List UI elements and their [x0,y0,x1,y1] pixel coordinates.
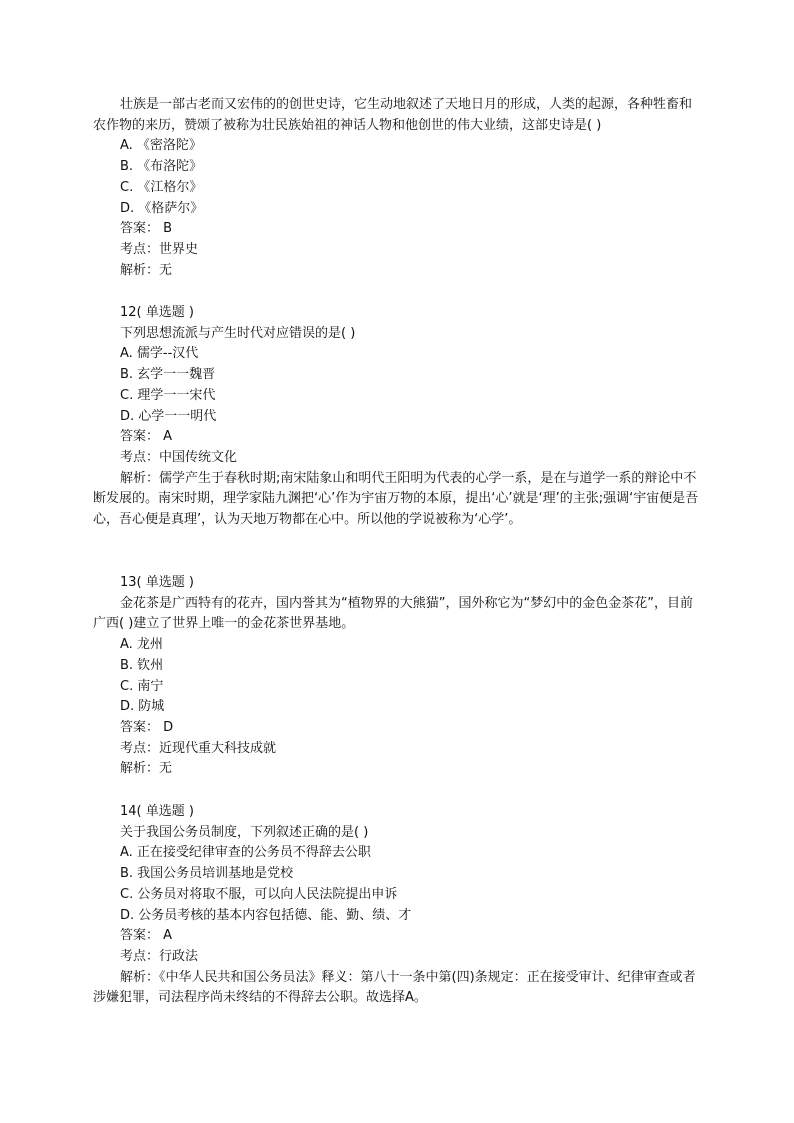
analysis: 解析：儒学产生于春秋时期;南宋陆象山和明代王阳明为代表的心学一系，是在与道学一系的辩论中不断发展的。南宋时期，理学家陆九渊把‘心’作为宇宙万物的本原，提出‘心’就是‘理’的主张;强调‘宇宙便是吾心，吾心便是真理’，认为天地万物都在心中。所以他的学说被称为‘心学’。 [93,470,699,528]
option-d: D. 心学一一明代 [120,408,217,424]
question-stem: 金花茶是广西特有的花卉，国内誉其为“植物界的大熊猫”，国外称它为“梦幻中的金色金茶花”，目前广西( )建立了世界上唯一的金花茶世界基地。 [93,595,693,632]
option-a: A. 龙州 [120,637,163,653]
option-a: A. 儒学--汉代 [120,346,199,362]
answer: 答案： A [120,928,173,944]
question-block-13 [93,573,703,780]
question-block-12 [93,303,703,531]
option-d: D. 《格萨尔》 [120,200,204,216]
option-c: C. 公务员对将取不服，可以向人民法院提出申诉 [120,886,398,902]
answer: 答案： A [120,429,173,445]
answer: 答案： D [120,719,174,735]
option-b: B. 我国公务员培训基地是党校 [120,866,294,882]
option-c: C. 理学一一宋代 [120,387,216,403]
question-block-11 [93,95,703,281]
question-stem: 下列思想流派与产生时代对应错误的是( ) [120,325,356,341]
topic: 考点：近现代重大科技成就 [120,740,277,756]
option-b: B. 钦州 [120,657,164,673]
question-number: 14( 单选题 ) [120,804,194,819]
topic: 考点：世界史 [120,241,199,257]
topic: 考点：中国传统文化 [120,449,238,465]
option-b: B. 玄学一一魏晋 [120,367,216,383]
analysis: 解析：《中华人民共和国公务员法》释义：第八十一条中第(四)条规定：正在接受审计、纪律审查或者涉嫌犯罪，司法程序尚未终结的不得辞去公职。故选择A。 [93,969,696,1006]
option-a: A. 《密洛陀》 [120,138,202,154]
analysis: 解析：无 [120,262,173,278]
question-stem: 壮族是一部古老而又宏伟的的创世史诗，它生动地叙述了天地日月的形成，人类的起源，各种牲畜和农作物的来历，赞颂了被称为壮民族始祖的神话人物和他创世的伟大业绩，这部史诗是( ) [93,97,693,133]
answer: 答案： B [120,221,173,237]
option-b: B. 《布洛陀》 [120,159,203,175]
option-d: D. 防城 [120,699,165,715]
option-d: D. 公务员考核的基本内容包括德、能、勤、绩、才 [120,907,412,923]
question-number: 13( 单选题 ) [120,575,194,590]
option-a: A. 正在接受纪律审查的公务员不得辞去公职 [120,845,371,861]
analysis: 解析：无 [120,761,173,777]
question-number: 12( 单选题 ) [120,305,194,320]
topic: 考点：行政法 [120,948,199,964]
question-stem: 关于我国公务员制度，下列叙述正确的是( ) [120,824,369,840]
option-c: C. 《江格尔》 [120,179,203,195]
question-block-14 [93,802,703,1009]
option-c: C. 南宁 [120,678,164,694]
